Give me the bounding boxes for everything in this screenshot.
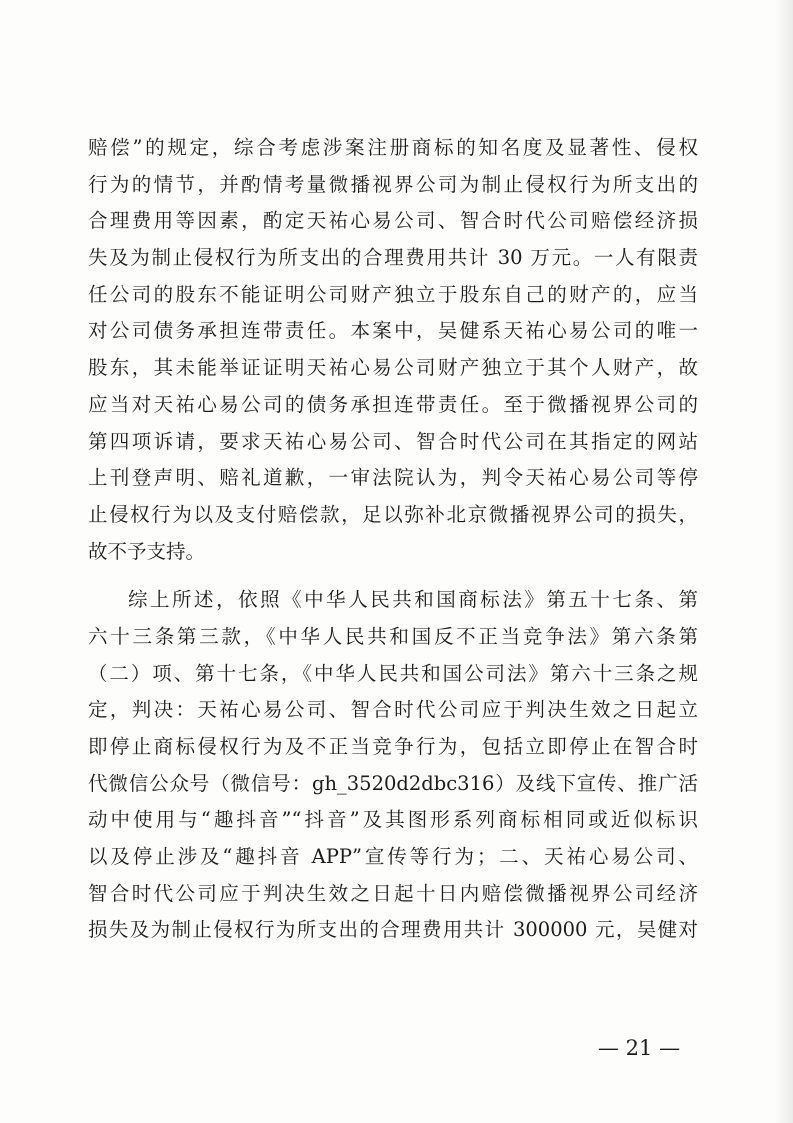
text-line: 上刊登声明、赔礼道歉，一审法院认为，判令天祐心易公司等停 — [88, 466, 698, 490]
text-line: （二）项、第十七条，《中华人民共和国公司法》第六十三条之规 — [88, 661, 698, 685]
text-line: 智合时代公司应于判决生效之日起十日内赔偿微播视界公司经济 — [88, 881, 698, 905]
text-line: 损失及为制止侵权行为所支出的合理费用共计 300000 元，吴健对 — [88, 918, 698, 942]
text-line: 应当对天祐心易公司的债务承担连带责任。至于微播视界公司的 — [88, 392, 698, 416]
text-line: 即停止商标侵权行为及不正当竞争行为，包括立即停止在智合时 — [88, 735, 698, 758]
paragraph-gap — [88, 570, 698, 582]
text-line: 以及停止涉及“趣抖音 APP”宣传等行为；二、天祐心易公司、 — [88, 845, 698, 869]
text-line: 定，判决：天祐心易公司、智合时代公司应于判决生效之日起立 — [88, 698, 698, 722]
text-line: 赔偿”的规定，综合考虑涉案注册商标的知名度及显著性、侵权 — [88, 136, 698, 159]
text-line: 第四项诉请，要求天祐心易公司、智合时代公司在其指定的网站 — [88, 429, 698, 453]
text-line: 代微信公众号（微信号：gh_3520d2dbc316）及线下宣传、推广活 — [88, 771, 698, 795]
text-line: 股东，其未能举证证明天祐心易公司财产独立于其个人财产，故 — [88, 356, 698, 380]
body-text — [88, 130, 698, 949]
text-line: 止侵权行为以及支付赔偿款，足以弥补北京微播视界公司的损失， — [88, 502, 698, 526]
text-line: 行为的情节，并酌情考量微播视界公司为制止侵权行为所支出的 — [88, 172, 698, 196]
text-line: 故不予支持。 — [88, 539, 206, 563]
page-number: — 21 — — [598, 1036, 681, 1060]
text-line: 失及为制止侵权行为所支出的合理费用共计 30 万元。一人有限责 — [88, 246, 698, 270]
text-line: 对公司债务承担连带责任。本案中，吴健系天祐心易公司的唯一 — [88, 319, 698, 343]
scan-shadow-edge — [775, 0, 793, 1123]
text-line: 动中使用与“趣抖音”“抖音”及其图形系列商标相同或近似标识 — [88, 808, 698, 832]
text-line: 任公司的股东不能证明公司财产独立于股东自己的财产的，应当 — [88, 282, 698, 306]
text-line: 综上所述，依照《中华人民共和国商标法》第五十七条、第 — [128, 588, 698, 612]
text-line: 合理费用等因素，酌定天祐心易公司、智合时代公司赔偿经济损 — [88, 209, 698, 233]
text-line: 六十三条第三款，《中华人民共和国反不正当竞争法》第六条第 — [88, 624, 698, 648]
